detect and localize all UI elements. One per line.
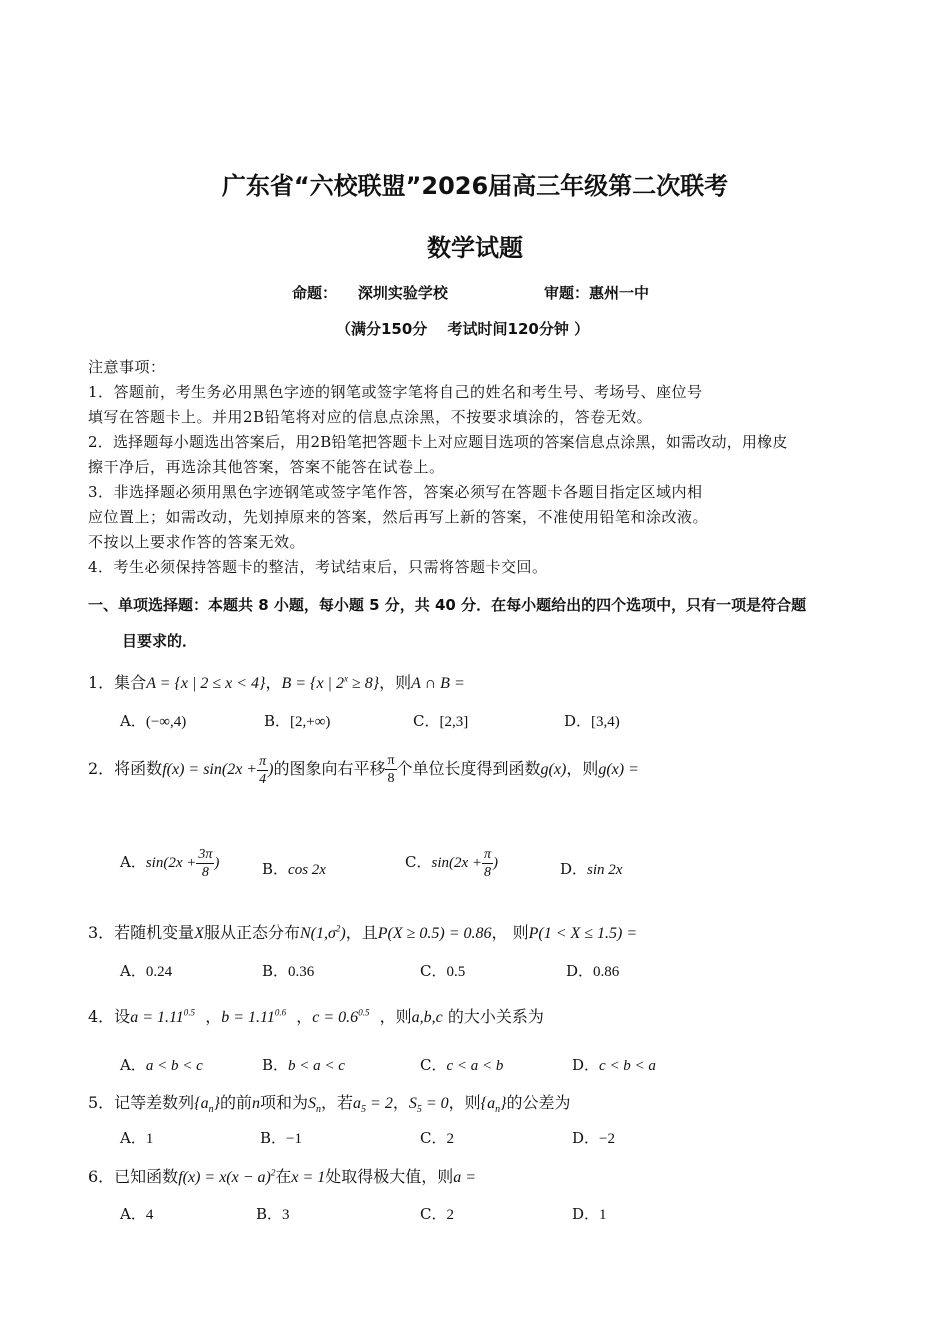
- note-line: 2．选择题每小题选出答案后，用2B铅笔把答题卡上对应题目选项的答案信息点涂黑，如需改动，用橡皮: [88, 433, 788, 451]
- q5-mid3: ，若: [321, 1093, 354, 1112]
- q2-g-eq: g(x) =: [598, 761, 639, 778]
- q5-seq: $\{a_n\}$: [194, 1095, 220, 1116]
- q4-then: ，则: [379, 1007, 412, 1026]
- section-heading-cont: 目要求的．: [122, 632, 198, 650]
- question-2: [88, 752, 639, 788]
- q2-prefix: 2．将函数: [88, 759, 163, 778]
- q3-then: ， 则: [491, 923, 529, 942]
- exam-subtitle: 数学试题: [427, 234, 523, 262]
- q4-option-c[interactable]: C．c < a < b: [420, 1056, 504, 1074]
- q6-function: $f(x) = x(x - a)^2$: [178, 1167, 276, 1186]
- q3-prefix: 3．若随机变量: [88, 923, 195, 942]
- q5-a5: $a_5 = 2$: [353, 1095, 393, 1116]
- q1-sep: ，: [265, 673, 282, 692]
- q4-comma: ，: [296, 1007, 313, 1026]
- q6-mid2: 处取得极大值，则: [325, 1167, 454, 1186]
- q1-prefix: 1．集合: [88, 673, 147, 692]
- exam-info: （满分150分 考试时间120分钟 ）: [336, 320, 590, 338]
- proposer-label: 命题：: [292, 284, 338, 302]
- q3-and: ，且: [345, 923, 378, 942]
- q2-option-c[interactable]: C．sin(2x + $\frac{\pi}{8}$ ): [405, 847, 499, 880]
- proposer-name: 深圳实验学校: [357, 284, 448, 302]
- q6-option-a[interactable]: A．4: [120, 1205, 154, 1223]
- question-3: [88, 920, 637, 943]
- q1-option-c[interactable]: C．[2,3]: [413, 712, 469, 730]
- q2-option-d[interactable]: D．sin 2x: [560, 860, 623, 878]
- q2-option-a[interactable]: A．sin(2x + $\frac{3\pi}{8}$ ): [120, 847, 220, 880]
- q1-option-d[interactable]: D．[3,4): [564, 712, 620, 730]
- q3-option-d[interactable]: D．0.86: [566, 962, 620, 980]
- proposer-line: [292, 282, 448, 303]
- q1-expr: A ∩ B =: [411, 675, 465, 692]
- q5-n: n: [252, 1095, 261, 1112]
- q4-a: $a = 1.11^{0.5}$: [130, 1007, 196, 1026]
- q3-ask: P(1 < X ≤ 1.5) =: [528, 925, 638, 942]
- q4-option-a[interactable]: A．a < b < c: [120, 1056, 203, 1074]
- q3-mid: 服从正态分布: [203, 923, 300, 942]
- note-line: 擦干净后，再选涂其他答案，答案不能答在试卷上。: [88, 458, 445, 476]
- q6-option-c[interactable]: C．2: [420, 1205, 454, 1223]
- question-1: [88, 670, 465, 693]
- q4-prefix: 4．设: [88, 1007, 131, 1026]
- q2-function: f(x) = sin(2x + $\frac{\pi}{4}$ ): [162, 753, 274, 787]
- q4-comma: ，: [205, 1007, 222, 1026]
- q1-then: ，则: [379, 673, 412, 692]
- exam-title: 广东省“六校联盟”2026届高三年级第二次联考: [221, 172, 729, 200]
- q6-option-d[interactable]: D．1: [572, 1205, 607, 1223]
- q2-option-b[interactable]: B．cos 2x: [262, 860, 326, 878]
- q4-suffix: 的大小关系为: [447, 1007, 544, 1026]
- q6-cond: x = 1: [291, 1169, 326, 1186]
- q5-sep: ，: [392, 1093, 409, 1112]
- q3-option-c[interactable]: C．0.5: [420, 962, 466, 980]
- q5-mid2: 项和为: [260, 1093, 309, 1112]
- q5-option-d[interactable]: D．−2: [572, 1129, 615, 1147]
- q6-ask: a =: [453, 1169, 477, 1186]
- q1-option-a[interactable]: A．(−∞,4): [120, 712, 187, 730]
- q3-dist: $N(1,\sigma^2)$: [299, 923, 346, 942]
- q5-sn: $S_n$: [308, 1095, 322, 1116]
- q5-option-c[interactable]: C．2: [420, 1129, 454, 1147]
- q4-option-d[interactable]: D．c < b < a: [572, 1056, 656, 1074]
- q5-mid1: 的前: [220, 1093, 253, 1112]
- section-heading: 一、单项选择题：本题共 8 小题，每小题 5 分，共 40 分．在每小题给出的四个选项中，只有一项是符合题: [88, 596, 807, 614]
- q5-suffix: 的公差为: [506, 1093, 571, 1112]
- q5-prefix: 5．记等差数列: [88, 1093, 195, 1112]
- q5-then: ，则: [448, 1093, 481, 1112]
- note-line: 1．答题前，考生务必用黑色字迹的钢笔或签字笔将自己的姓名和考生号、考场号、座位号: [88, 383, 703, 401]
- q3-x: X: [194, 925, 204, 942]
- q2-mid2: 个单位长度得到函数: [396, 759, 541, 778]
- q3-given: P(X ≥ 0.5) = 0.86: [377, 925, 492, 942]
- q4-c: $c = 0.6^{0.5}$: [312, 1007, 370, 1026]
- q1-set-a: A = {x | 2 ≤ x < 4}: [146, 675, 266, 692]
- q4-b: $b = 1.11^{0.6}$: [221, 1007, 287, 1026]
- q6-prefix: 6．已知函数: [88, 1167, 179, 1186]
- q1-option-b[interactable]: B．[2,+∞): [264, 712, 331, 730]
- note-line: 填写在答题卡上。并用2B铅笔将对应的信息点涂黑，不按要求填涂的，答卷无效。: [88, 408, 653, 426]
- question-5: [88, 1090, 571, 1115]
- note-line: 4．考生必须保持答题卡的整洁，考试结束后，只需将答题卡交回。: [88, 558, 548, 576]
- q2-mid: 的图象向右平移: [273, 759, 386, 778]
- q4-vars: a,b,c: [411, 1009, 443, 1026]
- q6-option-b[interactable]: B．3: [256, 1205, 290, 1223]
- question-4: [88, 1004, 544, 1027]
- note-line: 3．非选择题必须用黑色字迹钢笔或签字笔作答，答案必须写在答题卡各题目指定区域内相: [88, 483, 703, 501]
- q3-option-a[interactable]: A．0.24: [120, 962, 173, 980]
- question-6: [88, 1164, 476, 1187]
- reviewer-label: 审题：: [544, 284, 590, 302]
- q5-seq-2: $\{a_n\}$: [480, 1095, 507, 1116]
- q1-set-b: B = {x | $2^x \ge 8$}: [281, 673, 380, 692]
- q4-option-b[interactable]: B．b < a < c: [262, 1056, 345, 1074]
- notes-heading: 注意事项：: [88, 358, 166, 376]
- q2-then: ，则: [566, 759, 599, 778]
- q2-shift: $\frac{\pi}{8}$: [387, 753, 395, 786]
- reviewer-name: 惠州一中: [589, 284, 650, 302]
- q5-s5: $S_5 = 0$: [408, 1095, 449, 1116]
- reviewer-line: [544, 282, 649, 303]
- q6-mid: 在: [275, 1167, 292, 1186]
- q3-option-b[interactable]: B．0.36: [262, 962, 315, 980]
- q2-g: g(x): [540, 761, 567, 778]
- note-line: 应位置上；如需改动，先划掉原来的答案，然后再写上新的答案，不准使用铅笔和涂改液。: [88, 508, 709, 526]
- q5-option-a[interactable]: A．1: [120, 1129, 154, 1147]
- q5-option-b[interactable]: B．−1: [260, 1129, 302, 1147]
- note-line: 不按以上要求作答的答案无效。: [88, 533, 306, 551]
